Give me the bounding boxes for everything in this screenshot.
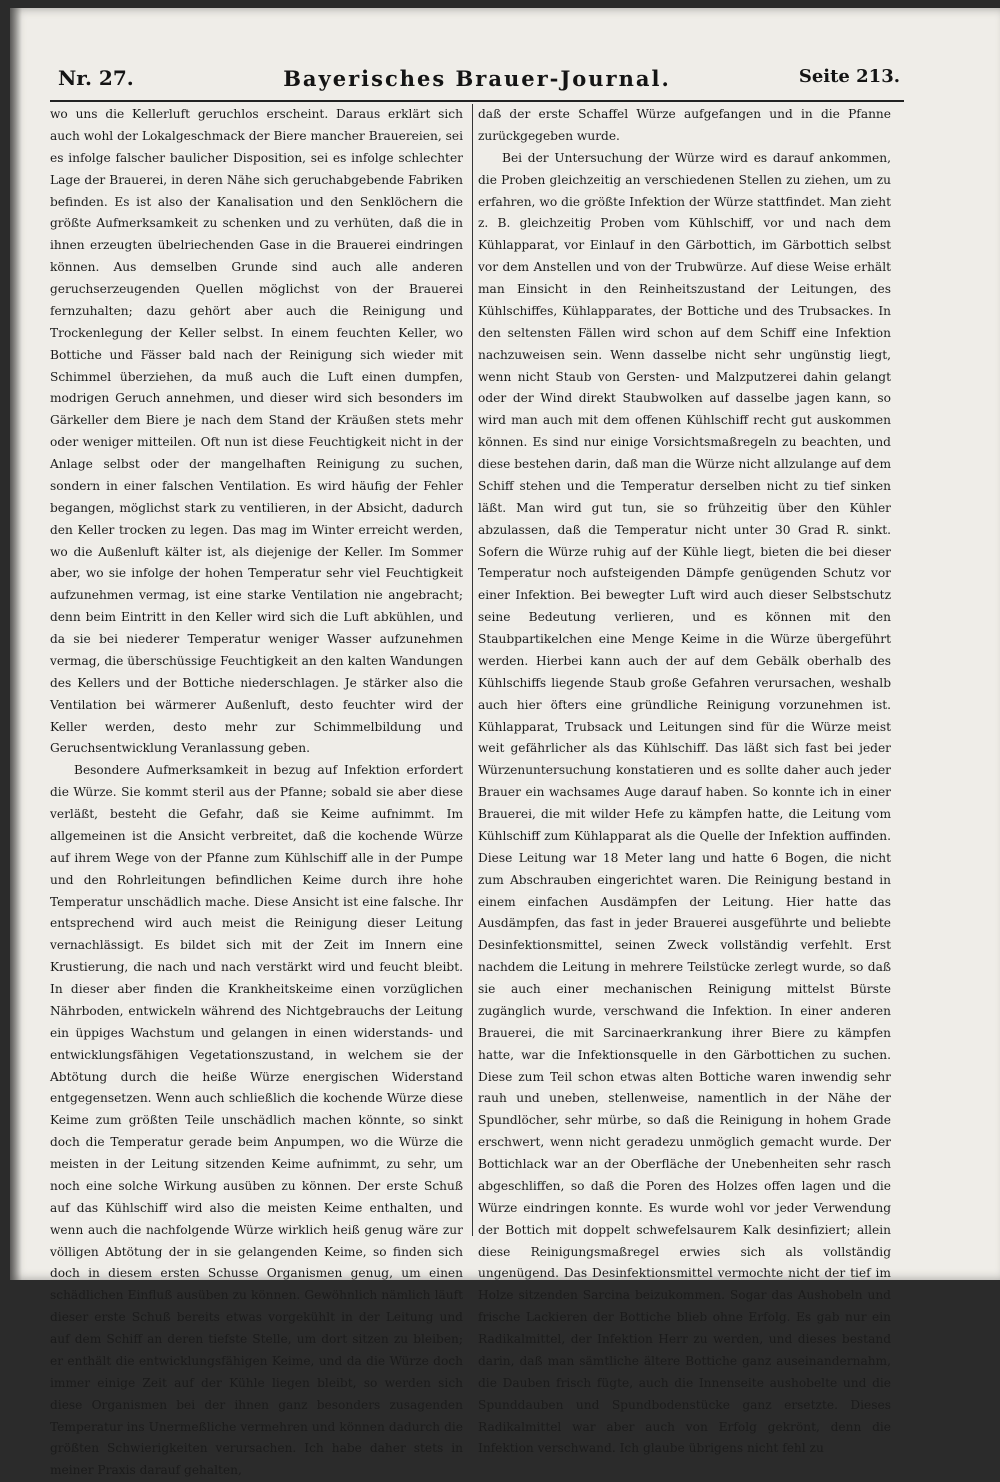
journal-page [10, 8, 1000, 1478]
left-column [50, 104, 463, 1482]
right-paragraph-1: daß der erste Schaffel Würze aufgefangen und in die Pfanne zurückgegeben wurde. [478, 107, 891, 143]
left-paragraph-2: Besondere Aufmerksamkeit in bezug auf Infektion erfordert die Würze. Sie kommt steril aus der Pfanne; sobald sie aber diese verläßt, besteht die Gefahr, daß sie Keime aufnimmt. Im allgemeinen ist die Ansicht verbreitet, daß die kochende Würze auf ihrem Wege von der Pfanne zum Kühlschiff alle in der Pumpe und den Rohrleitungen befindlichen Keime durch ihre hohe Temperatur unschädlich mache. Diese Ansicht ist eine falsche. Ihr entsprechend wird auch meist die Reinigung dieser Leitung vernachlässigt. Es bildet sich mit der Zeit im Innern eine Krustierung, die nach und nach verstärkt wird und feucht bleibt. In dieser aber finden die Krankheitskeime einen vorzüglichen Nährboden, entwickeln während des Nichtgebrauchs der Leitung ein üppiges Wachstum und gelangen in einen widerstands- und entwicklungsfähigen Vegetationszustand, in welchem sie der Abtötung durch die heiße Würze energischen Widerstand entgegensetzen. Wenn auch schließlich die kochende Würze diese Keime zum größten Teile unschädlich machen könnte, so sinkt doch die Temperatur gerade beim Anpumpen, wo die Würze die meisten in der Leitung sitzenden Keime aufnimmt, zu sehr, um noch eine solche Wirkung ausüben zu können. Der erste Schuß auf das Kühlschiff wird also die meisten Keime enthalten, und wenn auch die nachfolgende Würze wirklich heiß genug wäre zur völligen Abtötung der in sie gelangenden Keime, so finden sich doch in diesem ersten Schusse Organismen genug, um einen schädlichen Einfluß ausüben zu können. Gewöhnlich nämlich läuft dieser erste Schuß bereits etwas vorgekühlt in der Leitung und auf dem Schiff an deren tiefste Stelle, um dort sitzen zu bleiben; er enthält die entwicklungsfähigen Keime, und da die Würze doch immer einige Zeit auf der Kühle liegen bleibt, so werden sich diese Organismen bei der ihnen ganz besonders zusagenden Temperatur ins Unermeßliche vermehren und können dadurch die größten Schwierigkeiten verursachen. Ich habe daher stets in meiner Praxis darauf gehalten, [50, 763, 463, 1478]
right-paragraph-2: Bei der Untersuchung der Würze wird es darauf ankommen, die Proben gleichzeitig an verschiedenen Stellen zu ziehen, um zu erfahren, wo die größte Infektion der Würze stattfindet. Man zieht z. B. gleichzeitig Proben vom Kühlschiff, vor und nach dem Kühlapparat, vor Einlauf in den Gärbottich, im Gärbottich selbst vor dem Anstellen und von der Trubwürze. Auf diese Weise erhält man Einsicht in den Reinheitszustand der Leitungen, des Kühlschiffes, Kühlapparates, der Bottiche und des Trubsackes. In den seltensten Fällen wird schon auf dem Schiff eine Infektion nachzuweisen sein. Wenn dasselbe nicht sehr ungünstig liegt, wenn nicht Staub von Gersten- und Malzputzerei dahin gelangt oder der Wind direkt Staubwolken auf dasselbe jagen kann, so wird man auch mit dem offenen Kühlschiff recht gut auskommen können. Es sind nur einige Vorsichtsmaßregeln zu beachten, und diese bestehen darin, daß man die Würze nicht allzulange auf dem Schiff stehen und die Temperatur derselben nicht zu tief sinken läßt. Man wird gut tun, sie so frühzeitig über den Kühler abzulassen, daß die Temperatur nicht unter 30 Grad R. sinkt. Sofern die Würze ruhig auf der Kühle liegt, bieten die bei dieser Temperatur noch aufsteigenden Dämpfe genügenden Schutz vor einer Infektion. Bei bewegter Luft wird auch dieser Selbstschutz seine Bedeutung verlieren, und es können mit den Staubpartikelchen eine Menge Keime in die Würze übergeführt werden. Hierbei kann auch der auf dem Gebälk oberhalb des Kühlschiffs liegende Staub große Gefahren verursachen, weshalb auch hier öfters eine gründliche Reinigung vorzunehmen ist. Kühlapparat, Trubsack und Leitungen sind für die Würze meist weit gefährlicher als das Kühlschiff. Das läßt sich fast bei jeder Würzenuntersuchung konstatieren und es sollte daher auch jeder Brauer ein wachsames Auge darauf haben. So konnte ich in einer Brauerei, die mit wilder Hefe zu kämpfen hatte, die Leitung vom Kühlschiff zum Kühlapparat als die Quelle der Infektion auffinden. Diese Leitung war 18 Meter lang und hatte 6 Bogen, die nicht zum Abschrauben eingerichtet waren. Die Reinigung bestand in einem einfachen Ausdämpfen der Leitung. Hier hatte das Ausdämpfen, das fast in jeder Brauerei ausgeführte und beliebte Desinfektionsmittel, seinen Zweck vollständig verfehlt. Erst nachdem die Leitung in mehrere Teilstücke zerlegt wurde, so daß sie auch einer mechanischen Reinigung mittelst Bürste zugänglich wurde, verschwand die Infektion. In einer anderen Brauerei, die mit Sarcinaerkrankung ihrer Biere zu kämpfen hatte, war die Infektionsquelle in den Gärbottichen zu suchen. Diese zum Teil schon etwas alten Bottiche waren inwendig sehr rauh und uneben, stellenweise, namentlich in der Nähe der Spundlöcher, sehr mürbe, so daß die Reinigung in hohem Grade erschwert, wenn nicht geradezu unmöglich gemacht wurde. Der Bottichlack war an der Oberfläche der Unebenheiten sehr rasch abgeschliffen, so daß die Poren des Holzes offen lagen und die Würze eindringen konnte. Es wurde wohl vor jeder Verwendung der Bottich mit doppelt schwefelsaurem Kalk desinfiziert; allein diese Reinigungsmaßregel erwies sich als vollständig ungenügend. Das Desinfektionsmittel vermochte nicht der tief im Holze sitzenden Sarcina beizukommen. Sogar das Aushobeln und frische Lackieren der Bottiche blieb ohne Erfolg. Es gab nur ein Radikalmittel, der Infektion Herr zu werden, und dieses bestand darin, daß man sämtliche ältere Bottiche ganz auseinandernahm, die Dauben frisch fügte, auch die Innenseite aushobelte und die Spunddauben und Spundbodenstücke ganz ersetzte. Dieses Radikalmittel war aber auch von Erfolg gekrönt, denn die Infektion verschwand. Ich glaube übrigens nicht fehl zu [478, 150, 891, 1456]
right-column [478, 104, 891, 1460]
page-edge-shadow [10, 8, 22, 1280]
left-paragraph-1: wo uns die Kellerluft geruchlos erscheint. Daraus erklärt sich auch wohl der Lokalgeschmack der Biere mancher Brauereien, sei es infolge falscher baulicher Disposition, sei es infolge schlechter Lage der Brauerei, in deren Nähe sich geruchabgebende Fabriken befinden. Es ist also der Kanalisation und den Senklöchern die größte Aufmerksamkeit zu schenken und zu verhüten, daß die in ihnen erzeugten übelriechenden Gase in die Brauerei eindringen können. Aus demselben Grunde sind auch alle anderen geruchserzeugenden Quellen möglichst von der Brauerei fernzuhalten; dazu gehört aber auch die Reinigung und Trockenlegung der Keller selbst. In einem feuchten Keller, wo Bottiche und Fässer bald nach der Reinigung sich wieder mit Schimmel überziehen, da muß auch die Luft einen dumpfen, modrigen Geruch annehmen, und dieser wird sich besonders im Gärkeller dem Biere je nach dem Stand der Kräußen stets mehr oder weniger mitteilen. Oft nun ist diese Feuchtigkeit nicht in der Anlage selbst oder der mangelhaften Reinigung zu suchen, sondern in einer falschen Ventilation. Es wird häufig der Fehler begangen, möglichst stark zu ventilieren, in der Absicht, dadurch den Keller trocken zu legen. Das mag im Winter erreicht werden, wo die Außenluft kälter ist, als diejenige der Keller. Im Sommer aber, wo sie infolge der hohen Temperatur sehr viel Feuchtigkeit aufzunehmen vermag, ist eine starke Ventilation nie angebracht; denn beim Eintritt in den Keller wird sich die Luft abkühlen, und da sie bei niederer Temperatur weniger Wasser aufzunehmen vermag, die überschüssige Feuchtigkeit an den kalten Wandungen des Kellers und der Bottiche niederschlagen. Je stärker also die Ventilation bei wärmerer Außenluft, desto feuchter wird der Keller werden, desto mehr zur Schimmelbildung und Geruchsentwicklung Veranlassung geben. [50, 107, 463, 756]
journal-title: Bayerisches Brauer-Journal. [283, 66, 671, 91]
column-divider [472, 104, 473, 1236]
page-number: Seite 213. [798, 66, 900, 87]
issue-number: Nr. 27. [58, 66, 134, 90]
page-header [50, 60, 904, 102]
